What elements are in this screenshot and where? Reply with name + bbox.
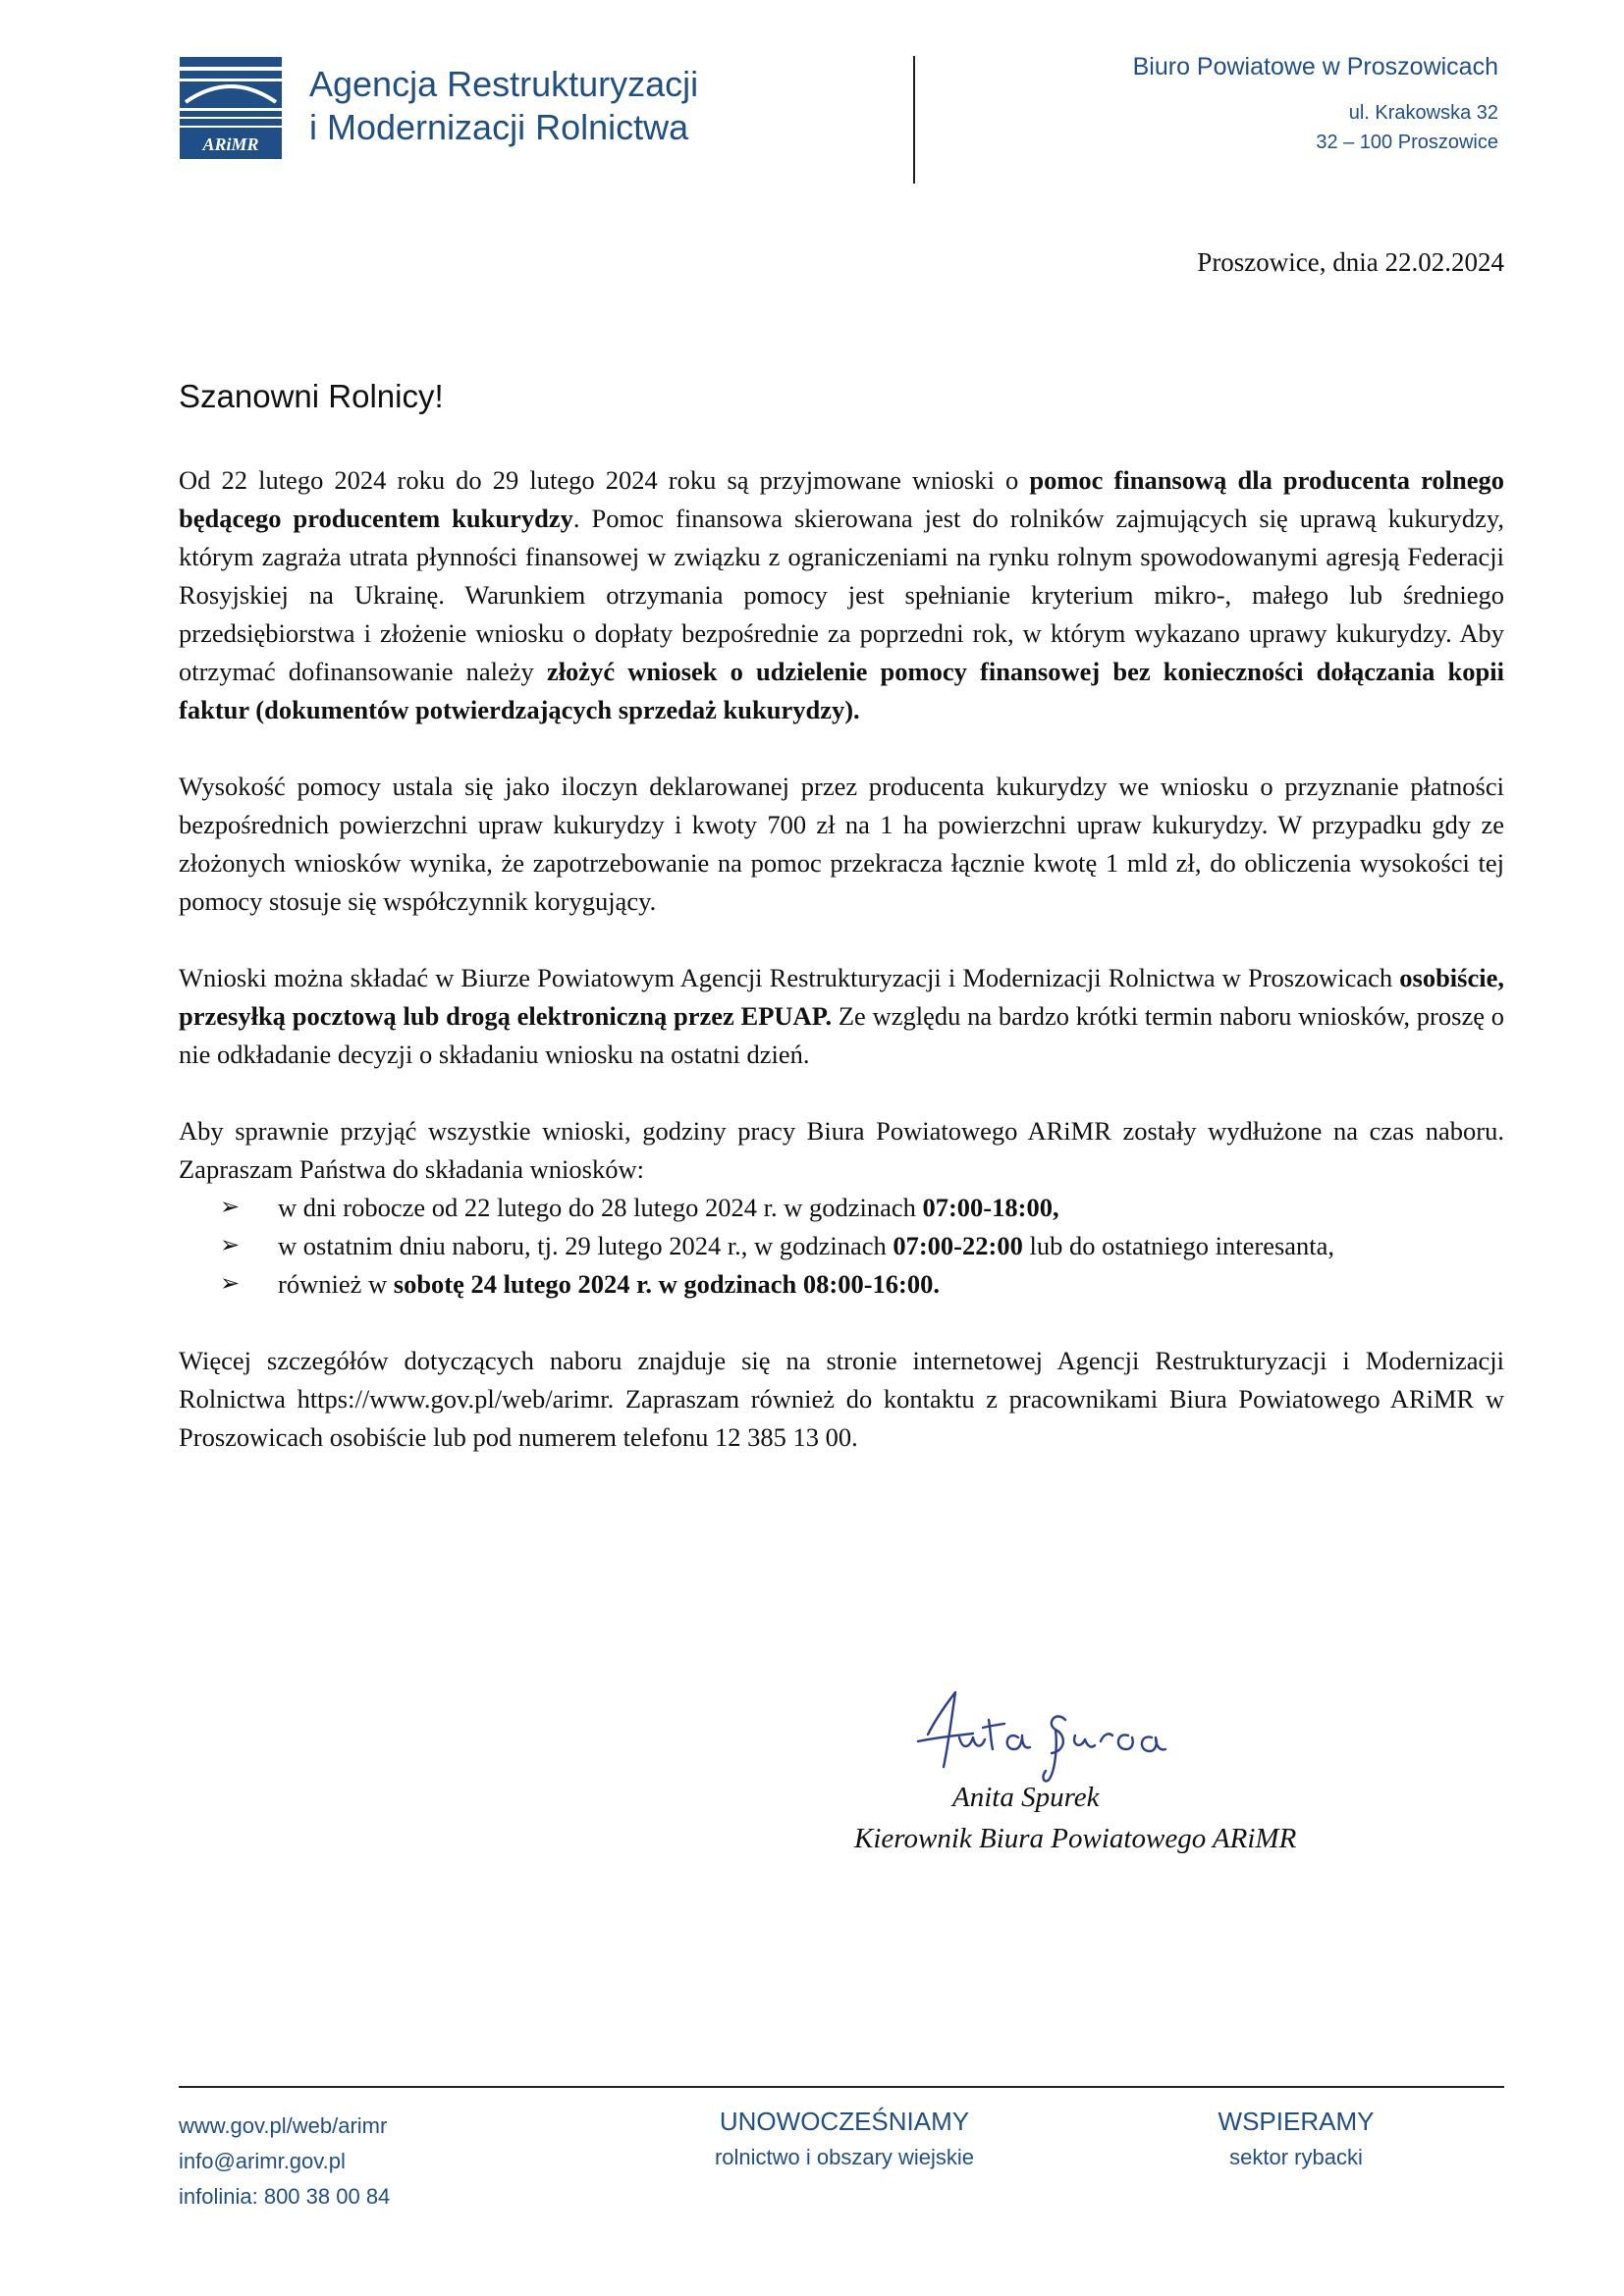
logo-text: ARiMR xyxy=(202,134,259,154)
p1-text-a: Od 22 lutego 2024 roku do 29 lutego 2024 roku są przyjmowane wnioski o xyxy=(179,465,1030,495)
paragraph-2: Wysokość pomocy ustala się jako iloczyn deklarowanej przez producenta kukurydzy we wniosku o przyznanie płatności bezpośrednich powierzchni upraw kukurydzy i kwoty 700 zł na 1 ha powierzchni upraw kukurydzy. W przypadku gdy ze złożonych wniosków wynika, że zapotrzebowanie na pomoc przekracza łącznie kwotę 1 mld zł, do obliczenia wysokości tej pomocy stosuje się współczynnik korygujący. xyxy=(179,772,1504,916)
p1-text-c: . Pomoc finansowa skierowana jest do rolników zajmujących się uprawą kukurydzy, którym zagraża utrata płynności finansowej w związku z ograniczeniami na rynku rolnym spowodowanymi agresją Federacji Rosyjskiej na Ukrainę. Warunkiem otrzymania pomocy jest spełnianie kryterium mikro-, małego lub średniego przedsiębiorstwa i złożenie wniosku o dopłaty bezpośrednie za poprzedni rok, w którym wykazano uprawy kukurydzy. Aby otrzymać dofinansowanie należy xyxy=(179,504,1504,686)
footer-slogan-support-head: WSPIERAMY xyxy=(1218,2107,1375,2136)
p1-bold-d: złożyć wniosek o udzielenie pomocy finansowej bez konieczności dołączania kopii faktur (dokumentów potwierdzających sprzedaż kukurydzy). xyxy=(179,657,1504,724)
agency-name xyxy=(309,63,698,149)
footer-slogan-modernize-sub: rolnictwo i obszary wiejskie xyxy=(714,2145,975,2169)
footer-hotline: infolinia: 800 38 00 84 xyxy=(179,2184,391,2209)
header-divider xyxy=(913,56,915,184)
hours-item1-text: w dni robocze od 22 lutego do 28 lutego 2024 r. w godzinach xyxy=(278,1193,923,1222)
footer-email-link[interactable]: info@arimr.gov.pl xyxy=(179,2149,346,2173)
arrow-bullet-icon: ➢ xyxy=(220,1195,241,1220)
list-item xyxy=(179,1189,1504,1227)
hours-item3-text: również w xyxy=(278,1269,394,1299)
paragraph-3 xyxy=(179,959,1504,1074)
arrow-bullet-icon: ➢ xyxy=(220,1233,241,1258)
footer-slogan-support-sub: sektor rybacki xyxy=(1229,2145,1363,2169)
greeting: Szanowni Rolnicy! xyxy=(179,378,444,414)
paragraph-1 xyxy=(179,461,1504,729)
hours-item1-bold: 07:00-18:00, xyxy=(922,1193,1059,1222)
agency-name-line1: Agencja Restrukturyzacji xyxy=(309,64,699,104)
hours-item3-bold: sobotę 24 lutego 2024 r. w godzinach 08:00-16:00. xyxy=(393,1269,940,1299)
hours-item2-text: w ostatnim dniu naboru, tj. 29 lutego 2024 r., w godzinach xyxy=(278,1231,893,1260)
office-address xyxy=(1133,98,1498,157)
address-line2: 32 – 100 Proszowice xyxy=(1316,132,1498,153)
hours-list xyxy=(179,1189,1504,1304)
footer-divider xyxy=(179,2086,1504,2088)
p1-bold-b: pomoc finansową dla producenta rolnego będącego producentem kukurydzy xyxy=(179,465,1504,533)
agency-name-line2: i Modernizacji Rolnictwa xyxy=(309,107,689,147)
signer-name: Anita Spurek xyxy=(952,1782,1100,1813)
signer-title: Kierownik Biura Powiatowego ARiMR xyxy=(854,1823,1297,1854)
footer-website-link[interactable]: www.gov.pl/web/arimr xyxy=(179,2113,388,2138)
hours-item2-tail: lub do ostatniego interesanta, xyxy=(1022,1231,1335,1260)
arimr-logo-icon xyxy=(180,57,282,159)
paragraph-4: Aby sprawnie przyjąć wszystkie wnioski, godziny pracy Biura Powiatowego ARiMR zostały wydłużone na czas naboru. Zapraszam Państwa do składania wniosków: xyxy=(179,1116,1504,1184)
paragraph-5: Więcej szczegółów dotyczących naboru znajduje się na stronie internetowej Agencji Restrukturyzacji i Modernizacji Rolnictwa https://www.gov.pl/web/arimr. Zapraszam również do kontaktu z pracownikami Biura Powiatowego ARiMR w Proszowicach osobiście lub pod numerem telefonu 12 385 13 00. xyxy=(179,1346,1504,1452)
arrow-bullet-icon: ➢ xyxy=(220,1271,241,1297)
office-name: Biuro Powiatowe w Proszowicach xyxy=(1132,53,1498,80)
letter-body xyxy=(179,461,1504,1495)
letter-date: Proszowice, dnia 22.02.2024 xyxy=(1197,247,1504,277)
footer-contact xyxy=(179,2109,390,2215)
handwritten-signature-icon xyxy=(908,1681,1183,1789)
p3-text-a: Wnioski można składać w Biurze Powiatowym Agencji Restrukturyzacji i Modernizacji Rolnictwa w Proszowicach xyxy=(179,963,1400,992)
p3-bold-b: osobiście, przesyłką pocztową lub drogą elektroniczną przez EPUAP. xyxy=(179,963,1504,1031)
list-item xyxy=(179,1227,1504,1265)
footer-slogan-support xyxy=(1183,2103,1409,2175)
address-line1: ul. Krakowska 32 xyxy=(1348,102,1498,124)
footer-slogan-modernize xyxy=(687,2103,1001,2175)
signer-block xyxy=(854,1777,1404,1859)
hours-item2-bold: 07:00-22:00 xyxy=(893,1231,1023,1260)
office-block xyxy=(1133,51,1498,157)
footer-slogan-modernize-head: UNOWOCZEŚNIAMY xyxy=(719,2107,970,2136)
list-item xyxy=(179,1265,1504,1304)
p3-text-c: Ze względu na bardzo krótki termin naboru wniosków, proszę o nie odkładanie decyzji o składaniu wniosku na ostatni dzień. xyxy=(179,1001,1504,1069)
